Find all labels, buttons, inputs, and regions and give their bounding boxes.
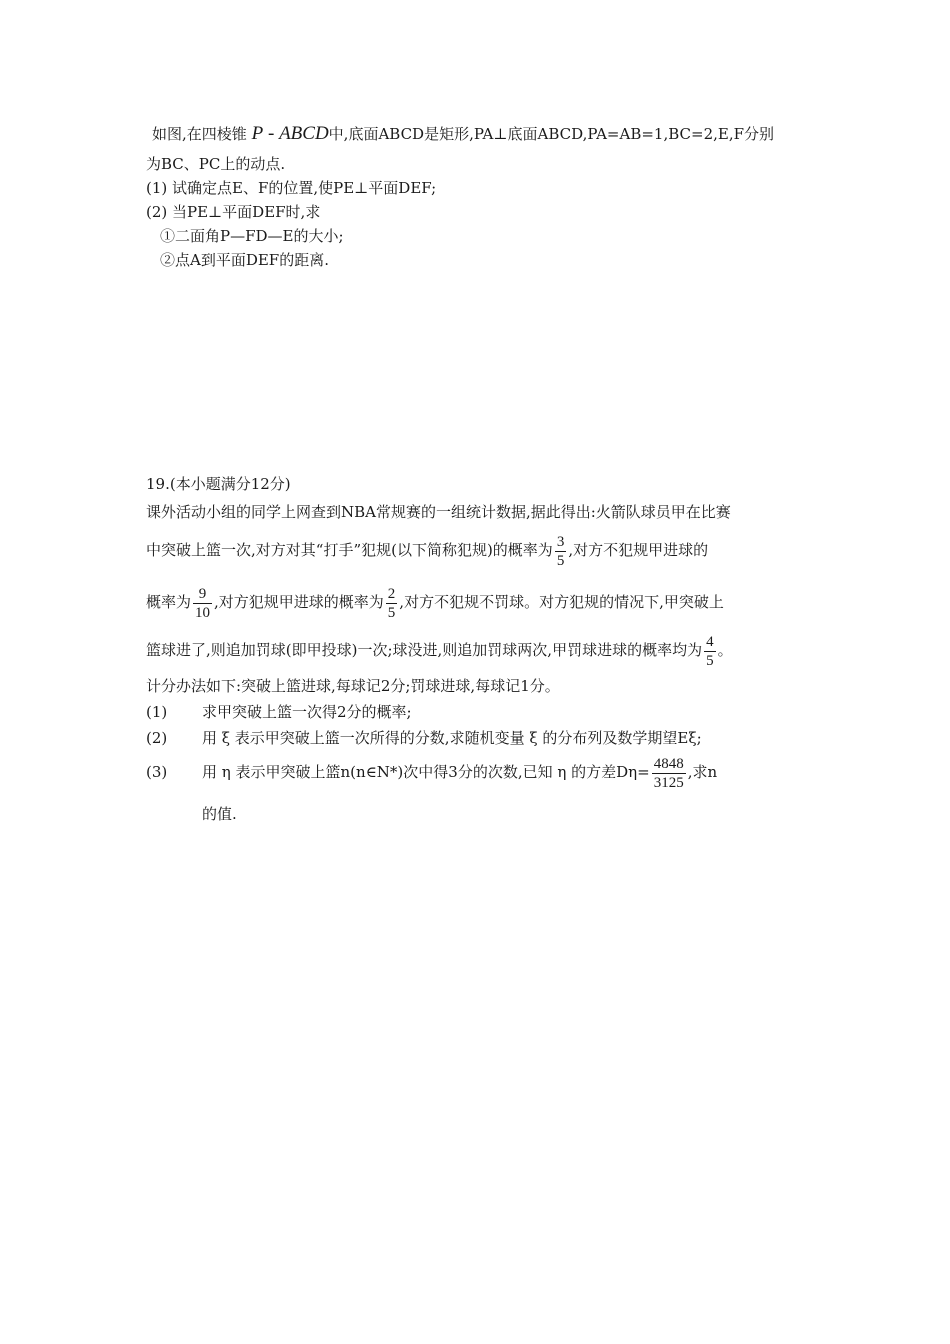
q18-pyramid-vertex-p: P xyxy=(251,123,264,144)
q19-part-3-text-a: 用 η 表示甲突破上篮n(n∈N*)次中得3分的次数,已知 η 的方差Dη= xyxy=(202,763,650,781)
q18-pyramid-base-abcd: ABCD xyxy=(279,123,329,144)
q18-line-1 xyxy=(152,124,774,144)
q19-part-2 xyxy=(146,728,702,748)
fraction-4-5 xyxy=(704,633,716,670)
q19-header: 19.(本小题满分12分) xyxy=(146,475,291,493)
q19-line-4 xyxy=(146,630,733,670)
q19-part-1 xyxy=(146,702,412,722)
q18-part-2: (2) 当PE⊥平面DEF时,求 xyxy=(146,203,321,221)
fraction-denominator: 3125 xyxy=(653,774,684,791)
q19-part-3 xyxy=(146,752,717,792)
q19-part-1-label: (1) xyxy=(146,703,168,721)
q19-line-3-text-a: 概率为 xyxy=(146,593,192,611)
q19-line-3-text-c: ,对方不犯规不罚球。对方犯规的情况下,甲突破上 xyxy=(399,593,724,611)
fraction-numerator: 3 xyxy=(556,533,565,550)
q18-part-1: (1) 试确定点E、F的位置,使PE⊥平面DEF; xyxy=(146,179,437,197)
q18-intro-text: 如图,在四棱锥 xyxy=(152,125,247,143)
q19-part-3-text-b: ,求n xyxy=(687,763,718,781)
q18-conditions-text: 中,底面ABCD是矩形,PA⊥底面ABCD,PA=AB=1,BC=2,E,F分别 xyxy=(328,125,775,143)
q19-part-2-text: 用 ξ 表示甲突破上篮一次所得的分数,求随机变量 ξ 的分布列及数学期望Eξ; xyxy=(202,729,702,747)
q19-part-1-text: 求甲突破上篮一次得2分的概率; xyxy=(202,703,412,721)
q19-part-3-label: (3) xyxy=(146,763,168,781)
fraction-numerator: 4 xyxy=(706,633,714,650)
fraction-numerator: 4848 xyxy=(653,755,684,772)
q19-line-3-text-b: ,对方犯规甲进球的概率为 xyxy=(214,593,384,611)
q19-line-4-text-b: 。 xyxy=(717,641,733,659)
q19-line-5: 计分办法如下:突破上篮进球,每球记2分;罚球进球,每球记1分。 xyxy=(146,677,560,695)
fraction-4848-3125 xyxy=(652,755,686,792)
q19-part-2-label: (2) xyxy=(146,729,168,747)
fraction-numerator: 2 xyxy=(387,585,396,602)
q19-line-2-text-a: 中突破上篮一次,对方对其“打手”犯规(以下简称犯规)的概率为 xyxy=(146,541,553,559)
fraction-denominator: 10 xyxy=(195,604,211,621)
q18-pyramid-dash: - xyxy=(267,123,275,144)
q19-part-3-continuation: 的值. xyxy=(202,805,237,823)
fraction-3-5 xyxy=(555,533,567,570)
q19-line-1: 课外活动小组的同学上网查到NBA常规赛的一组统计数据,据此得出:火箭队球员甲在比赛 xyxy=(146,503,731,521)
q18-sub-1: ①二面角P—FD—E的大小; xyxy=(160,227,344,245)
q19-line-3 xyxy=(146,582,724,622)
fraction-numerator: 9 xyxy=(193,585,212,604)
fraction-9-10 xyxy=(193,585,212,622)
q18-sub-2: ②点A到平面DEF的距离. xyxy=(160,251,329,269)
q19-line-2-text-b: ,对方不犯规甲进球的 xyxy=(568,541,709,559)
q18-line-2: 为BC、PC上的动点. xyxy=(146,155,286,173)
fraction-denominator: 5 xyxy=(387,604,396,621)
fraction-denominator: 5 xyxy=(706,652,714,669)
fraction-denominator: 5 xyxy=(556,552,565,569)
q19-line-2 xyxy=(146,530,708,570)
q19-line-4-text-a: 篮球进了,则追加罚球(即甲投球)一次;球没进,则追加罚球两次,甲罚球进球的概率均为 xyxy=(146,641,703,659)
fraction-2-5 xyxy=(386,585,398,622)
